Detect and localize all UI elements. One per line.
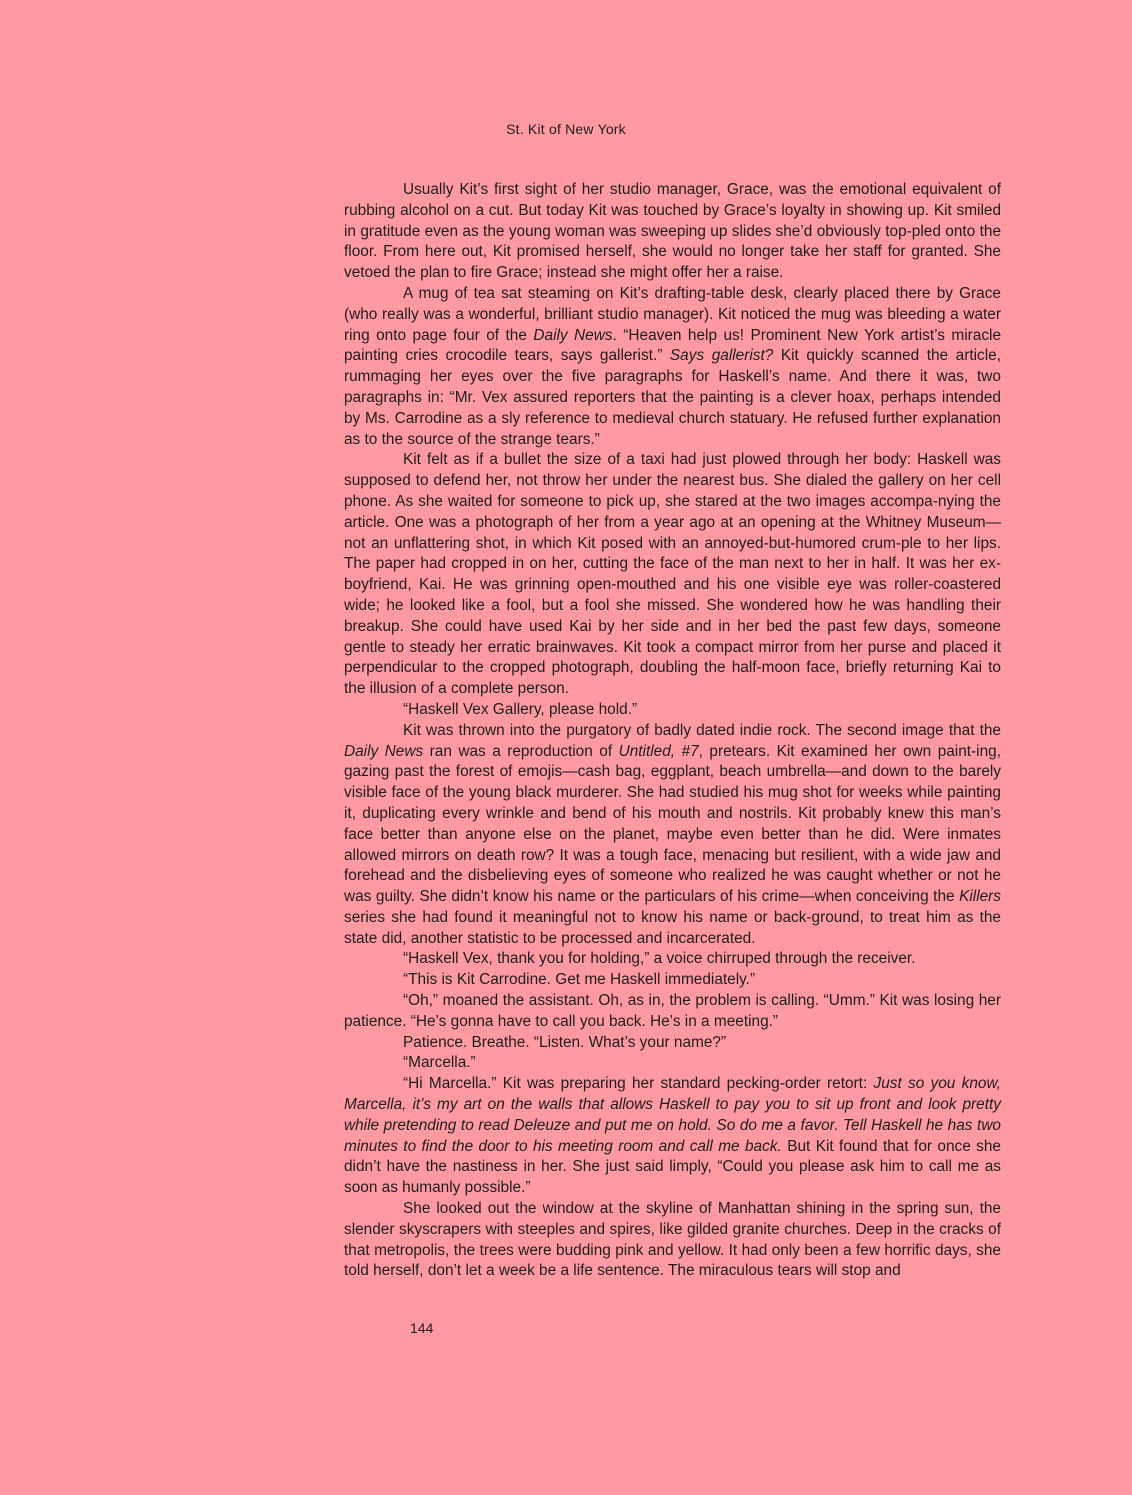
text-run: She looked out the window at the skyline of Manhattan shining in the spring sun, the slender skyscrapers with steeples and spires, like gilded granite churches. Deep in the cracks of that metropolis, the trees were budding pink and yellow. It had only been a few horrific days, she told herself, don’t let a week be a life sentence. The miraculous tears will stop and xyxy=(344,1200,1001,1280)
body-text xyxy=(344,180,1001,1282)
italic-text: Untitled, #7 xyxy=(618,742,699,760)
italic-text: Daily News xyxy=(533,326,613,344)
text-run: Patience. Breathe. “Listen. What’s your name?” xyxy=(403,1033,727,1051)
paragraph xyxy=(344,450,1001,700)
paragraph xyxy=(344,1033,1001,1054)
paragraph xyxy=(344,284,1001,450)
running-head: St. Kit of New York xyxy=(506,121,626,137)
paragraph xyxy=(344,180,1001,284)
paragraph xyxy=(344,700,1001,721)
paragraph xyxy=(344,991,1001,1033)
text-run: , pretears. Kit examined her own paint-ing, gazing past the forest of emojis—cash bag, eggplant, beach umbrella—and down to the barely visible face of the young black murderer. She had studied his mug shot for weeks while painting it, duplicating every wrinkle and bend of his mouth and nostrils. Kit probably knew this man’s face better than anyone else on the planet, maybe even better than he did. Were inmates allowed mirrors on death row? It was a tough face, menacing but resilient, with a wide jaw and forehead and the disbelieving eyes of someone who realized he was caught whether or not he was guilty. She didn’t know his name or the particulars of his crime—when conceiving the xyxy=(344,742,1002,906)
text-run: “This is Kit Carrodine. Get me Haskell immediately.” xyxy=(403,971,756,989)
text-run: Usually Kit’s first sight of her studio manager, Grace, was the emotional equivalent of rubbing alcohol on a cut. But today Kit was touched by Grace’s loyalty in showing up. Kit smiled in gratitude even as the young woman was sweeping up slides she’d obviously top-pled onto the floor. From here out, Kit promised herself, she would no longer take her staff for granted. She vetoed the plan to fire Grace; instead she might offer her a raise. xyxy=(344,181,1001,282)
paragraph xyxy=(344,1199,1001,1282)
text-run: Kit felt as if a bullet the size of a taxi had just plowed through her body: Haskell was supposed to defend her, not throw her under the nearest bus. She dialed the gallery on her cell phone. As she waited for someone to pick up, she stared at the two images accompa-nying the article. One was a photograph of her from a year ago at an opening at the Whitney Museum—not an unflattering shot, in which Kit posed with an annoyed-but-humored crum-ple to her lips. The paper had cropped in on her, cutting the face of the man next to her in half. It was her ex-boyfriend, Kai. He was grinning open-mouthed and his one visible eye was roller-coastered wide; he looked like a fool, but a fool she missed. She wondered how he was handling their breakup. She could have used Kai by her side and in her bed the past few days, someone gentle to steady her erratic brainwaves. Kit took a compact mirror from her purse and placed it perpendicular to the cropped photograph, doubling the half-moon face, briefly returning Kai to the illusion of a complete person. xyxy=(344,451,1001,698)
italic-text: Killers xyxy=(959,888,1001,906)
text-run: But Kit found that for once she didn’t have the nastiness in her. She just said limply, “Could you please ask him to call me as soon as humanly possible.” xyxy=(344,1137,1001,1197)
paragraph xyxy=(344,1074,1001,1199)
text-run: “Hi Marcella.” Kit was preparing her standard pecking-order retort: xyxy=(403,1075,874,1093)
text-run: series she had found it meaningful not to know his name or back-ground, to treat him as the state did, another statistic to be processed and incarcerated. xyxy=(344,908,1001,947)
text-run: A mug of tea sat steaming on Kit’s drafting-table desk, clearly placed there by Grace (who really was a wonderful, brilliant studio manager). Kit noticed the mug was bleeding a water ring onto page four of the xyxy=(344,284,1001,344)
text-run: “Haskell Vex Gallery, please hold.” xyxy=(403,700,638,718)
text-run: ran was a reproduction of xyxy=(423,742,619,760)
paragraph xyxy=(344,721,1001,950)
text-run: Kit was thrown into the purgatory of badly dated indie rock. The second image that the xyxy=(403,721,1001,739)
text-run: “Oh,” moaned the assistant. Oh, as in, the problem is calling. “Umm.” Kit was losing her patience. “He’s gonna have to call you back. He’s in a meeting.” xyxy=(344,992,1001,1030)
text-run: “Marcella.” xyxy=(403,1054,476,1072)
italic-text: Daily News xyxy=(344,742,424,760)
italic-text: Just so you know, Marcella, it’s my art on the walls that allows Haskell to pay you to sit up front and look pretty while pretending to read Deleuze and put me on hold. So do me a favor. Tell Haskell he has two minutes to find the door to his meeting room and call me back. xyxy=(344,1075,1001,1155)
italic-text: Says gallerist? xyxy=(669,347,774,365)
paragraph xyxy=(344,970,1001,991)
text-run: . “Heaven help us! Prominent New York artist’s miracle painting cries crocodile tears, says gallerist.” xyxy=(344,326,1001,365)
page-number: 144 xyxy=(410,1320,434,1336)
paragraph xyxy=(344,1053,1001,1074)
text-run: “Haskell Vex, thank you for holding,” a voice chirruped through the receiver. xyxy=(403,950,916,968)
text-run: Kit quickly scanned the article, rummaging her eyes over the five paragraphs for Haskell’s name. And there it was, two paragraphs in: “Mr. Vex assured reporters that the painting is a clever hoax, perhaps intended by Ms. Carrodine as a sly reference to medieval church statuary. He refused further explanation as to the source of the strange tears.” xyxy=(344,347,1001,448)
paragraph xyxy=(344,949,1001,970)
